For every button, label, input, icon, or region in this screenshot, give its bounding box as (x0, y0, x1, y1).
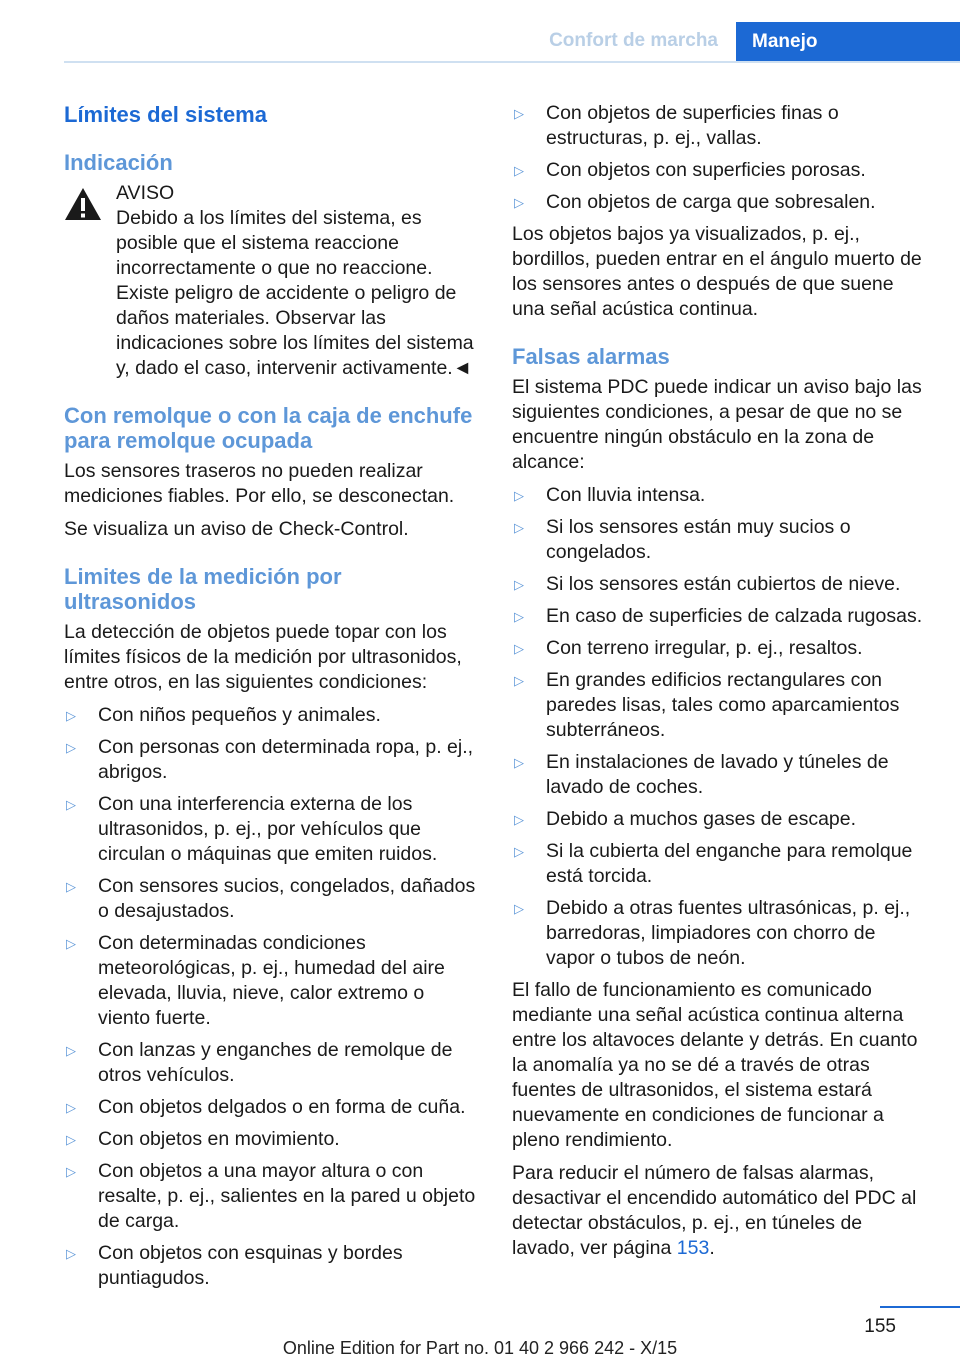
low-objects-paragraph: Los objetos bajos ya visualizados, p. ej., bordillos, pueden entrar en el ángulo muerto de los sensores antes o después de que suene una señal acústica continua. (512, 223, 922, 320)
bullet-triangle-icon: ▷ (66, 879, 76, 894)
list-item: ▷ Debido a otras fuentes ultrasónicas, p. ej., barredoras, limpiadores con chorro de vapor o tubos de neón. (514, 897, 911, 969)
list-item: ▷ Con una interferencia externa de los ultrasonidos, p. ej., por vehículos que circulan o máquinas que emiten ruidos. (66, 793, 438, 865)
warning-triangle-icon (64, 187, 102, 221)
bullet-triangle-icon: ▷ (514, 195, 524, 210)
bullet-triangle-icon: ▷ (514, 520, 524, 535)
list-item: ▷ Si la cubierta del enganche para remolque está torcida. (514, 840, 913, 887)
page-number: 155 (864, 1316, 896, 1337)
header-chapter-tab: Manejo (736, 22, 960, 62)
trailer-heading: Con remolque o con la caja de enchufe para remolque ocupada (64, 403, 473, 453)
list-item: ▷ Debido a muchos gases de escape. (514, 808, 857, 830)
bullet-triangle-icon: ▷ (66, 708, 76, 723)
bullet-triangle-icon: ▷ (66, 797, 76, 812)
header-section-label: Confort de marcha (549, 30, 718, 51)
bullet-triangle-icon: ▷ (514, 577, 524, 592)
list-item: ▷ Con niños pequeños y animales. (66, 704, 381, 726)
list-item: ▷ En caso de superficies de calzada rugosas. (514, 605, 923, 627)
bullet-triangle-icon: ▷ (66, 740, 76, 755)
limits-heading: Limites de la medición por ultrasonidos (64, 564, 342, 614)
bullet-triangle-icon: ▷ (514, 755, 524, 770)
bullet-triangle-icon: ▷ (66, 936, 76, 951)
limits-list-continued (512, 101, 926, 215)
list-item: ▷ Si los sensores están muy sucios o congelados. (514, 516, 851, 563)
page-link[interactable]: 153 (676, 1237, 710, 1259)
warning-title: AVISO (116, 182, 175, 204)
limits-list (64, 703, 478, 1291)
warning-block (64, 181, 478, 381)
page-header (0, 0, 960, 62)
reduce-paragraph: Para reducir el número de falsas alarmas, desactivar el encendido automático del PDC al detectar obstáculos, p. ej., en túneles de lavado, ver página 153. (512, 1162, 917, 1259)
trailer-paragraph-2: Se visualiza un aviso de Check-Control. (64, 518, 409, 540)
section-title: Límites del sistema (64, 102, 267, 127)
bullet-triangle-icon: ▷ (66, 1164, 76, 1179)
list-item: ▷ Con objetos con esquinas y bordes puntiagudos. (66, 1242, 403, 1289)
malfunction-paragraph: El fallo de funcionamiento es comunicado mediante una señal acústica continua alterna entre los altavoces delante y detrás. En cuanto la anomalía ya no se dé a través de otras fuentes de ultrasonidos, el sistema estará nuevamente en condiciones de funcionar a pleno rendimiento. (512, 979, 918, 1151)
list-item: ▷ Con determinadas condiciones meteorológicas, p. ej., humedad del aire elevada, lluvia, nieve, calor extremo o viento fuerte. (66, 932, 445, 1029)
list-item: ▷ Con objetos con superficies porosas. (514, 159, 866, 181)
bullet-triangle-icon: ▷ (514, 106, 524, 121)
list-item: ▷ Si los sensores están cubiertos de nieve. (514, 573, 901, 595)
bullet-triangle-icon: ▷ (514, 673, 524, 688)
bullet-triangle-icon: ▷ (66, 1132, 76, 1147)
bullet-triangle-icon: ▷ (66, 1246, 76, 1261)
edition-footer: Online Edition for Part no. 01 40 2 966 242 - X/15 (282, 1338, 678, 1358)
list-item: ▷ Con sensores sucios, congelados, dañados o desajustados. (66, 875, 476, 922)
bullet-triangle-icon: ▷ (514, 641, 524, 656)
bullet-triangle-icon: ▷ (514, 844, 524, 859)
bullet-triangle-icon: ▷ (66, 1100, 76, 1115)
list-item: ▷ En instalaciones de lavado y túneles de lavado de coches. (514, 751, 889, 798)
list-item: ▷ En grandes edificios rectangulares con paredes lisas, tales como aparcamientos subterráneos. (514, 669, 900, 741)
bullet-triangle-icon: ▷ (66, 1043, 76, 1058)
warning-text: Debido a los límites del sistema, es posible que el sistema reaccione incorrectamente o que no reaccione. Existe peligro de accidente o peligro de daños materiales. Observar las indicaciones sobre los límites del sistema y, dado el caso, intervenir activamente.◄ (116, 207, 474, 379)
list-item: ▷ Con lanzas y enganches de remolque de otros vehículos. (66, 1039, 453, 1086)
false-alarms-intro: El sistema PDC puede indicar un aviso bajo las siguientes condiciones, a pesar de que no se encuentre ningún obstáculo en la zona de alcance: (512, 376, 922, 473)
list-item: ▷ Con objetos en movimiento. (66, 1128, 340, 1150)
header-rule (64, 61, 960, 63)
footer-rule (880, 1306, 960, 1308)
bullet-triangle-icon: ▷ (514, 901, 524, 916)
bullet-triangle-icon: ▷ (514, 609, 524, 624)
list-item: ▷ Con objetos de superficies finas o estructuras, p. ej., vallas. (514, 102, 839, 149)
list-item: ▷ Con lluvia intensa. (514, 484, 706, 506)
limits-intro: La detección de objetos puede topar con los límites físicos de la medición por ultrasonidos, entre otros, en las siguientes condiciones: (64, 621, 462, 693)
false-alarms-heading: Falsas alarmas (512, 344, 670, 369)
right-column (512, 101, 926, 1269)
bullet-triangle-icon: ▷ (514, 488, 524, 503)
left-column (64, 101, 478, 1298)
bullet-triangle-icon: ▷ (514, 812, 524, 827)
bullet-triangle-icon: ▷ (514, 163, 524, 178)
list-item: ▷ Con objetos a una mayor altura o con resalte, p. ej., salientes en la pared u objeto de carga. (66, 1160, 476, 1232)
list-item: ▷ Con objetos de carga que sobresalen. (514, 191, 876, 213)
list-item: ▷ Con objetos delgados o en forma de cuña. (66, 1096, 466, 1118)
indication-heading: Indicación (64, 150, 173, 175)
list-item: ▷ Con terreno irregular, p. ej., resaltos. (514, 637, 863, 659)
false-alarms-list (512, 483, 926, 971)
trailer-paragraph-1: Los sensores traseros no pueden realizar mediciones fiables. Por ello, se desconectan. (64, 460, 455, 507)
list-item: ▷ Con personas con determinada ropa, p. ej., abrigos. (66, 736, 474, 783)
